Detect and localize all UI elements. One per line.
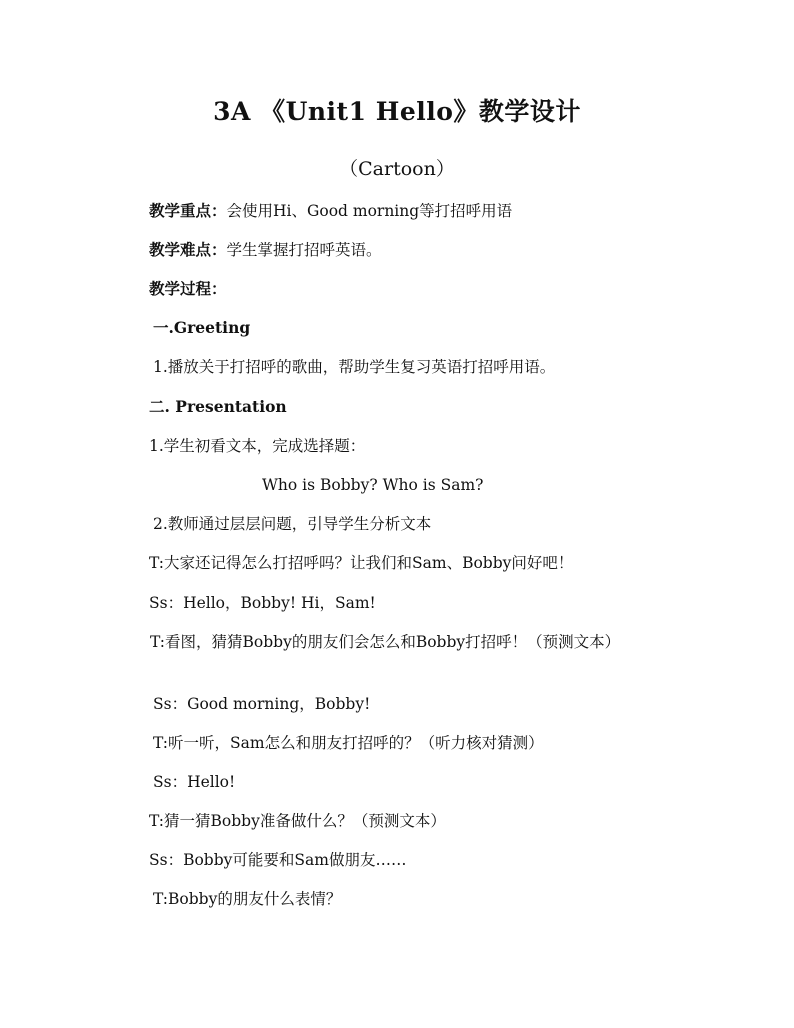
greeting-heading: 一.Greeting <box>153 318 251 337</box>
dialogue-line: T:Bobby的朋友什么表情？ <box>153 890 342 908</box>
dialogue-line: T:看图，猜猜Bobby的朋友们会怎么和Bobby打招呼！（预测文本） <box>150 633 621 651</box>
document-title: 3A 《Unit1 Hello》教学设计 <box>213 97 581 126</box>
dialogue-line: Ss：Hello，Bobby! Hi，Sam! <box>149 594 376 612</box>
difficulty-label: 教学难点： <box>149 240 227 259</box>
dialogue-line: T:猜一猜Bobby准备做什么？（预测文本） <box>149 812 446 830</box>
dialogue-line: Ss：Hello! <box>153 773 236 791</box>
difficulty <box>149 240 382 260</box>
difficulty-text: 学生掌握打招呼英语。 <box>226 241 382 259</box>
presentation-step-1: 1.学生初看文本，完成选择题： <box>149 437 366 455</box>
process-label: 教学过程： <box>149 279 227 298</box>
key-point-text: 会使用Hi、Good morning等打招呼用语 <box>226 202 513 220</box>
dialogue-line: T:听一听，Sam怎么和朋友打招呼的？（听力核对猜测） <box>153 734 544 752</box>
greeting-step-1: 1.播放关于打招呼的歌曲，帮助学生复习英语打招呼用语。 <box>153 358 556 376</box>
document-subtitle: （Cartoon） <box>339 158 455 180</box>
dialogue-line: Ss：Bobby可能要和Sam做朋友…… <box>149 851 407 869</box>
dialogue-line: Ss：Good morning，Bobby! <box>153 695 371 713</box>
presentation-heading: 二. Presentation <box>149 397 287 416</box>
presentation-question: Who is Bobby? Who is Sam? <box>262 476 484 494</box>
key-point-label: 教学重点： <box>149 201 227 220</box>
key-point <box>149 201 512 221</box>
presentation-step-2: 2.教师通过层层问题，引导学生分析文本 <box>153 515 432 533</box>
dialogue-line: T:大家还记得怎么打招呼吗？让我们和Sam、Bobby问好吧！ <box>149 554 574 572</box>
